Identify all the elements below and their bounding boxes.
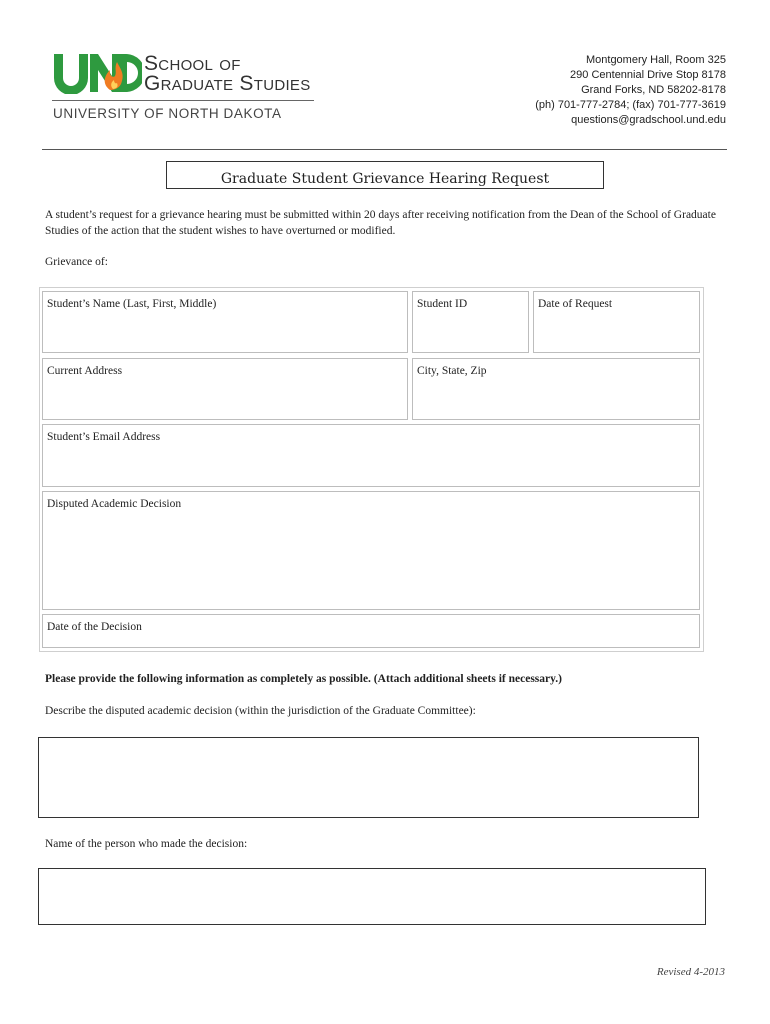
decision-maker-textarea[interactable] (38, 868, 706, 925)
contact-address (535, 53, 726, 128)
describe-decision-label: Describe the disputed academic decision (within the jurisdiction of the Graduate Committee): (45, 705, 476, 717)
field-label: Date of Request (538, 298, 613, 310)
decision-maker-label: Name of the person who made the decision: (45, 838, 248, 850)
address-line: Montgomery Hall, Room 325 (585, 54, 726, 66)
school-name (144, 54, 311, 94)
field-label: Student ID (417, 298, 468, 310)
disputed-decision-field[interactable] (42, 491, 700, 610)
field-label: Student’s Name (Last, First, Middle) (47, 298, 217, 310)
field-label: Student’s Email Address (47, 431, 161, 443)
describe-decision-textarea[interactable] (38, 737, 699, 818)
student-email-field[interactable] (42, 424, 700, 487)
revision-note: Revised 4-2013 (656, 966, 725, 978)
logo-divider (52, 100, 314, 101)
email-link[interactable]: questions@gradschool.und.edu (571, 114, 726, 126)
university-name: UNIVERSITY OF NORTH DAKOTA (53, 106, 282, 121)
school-name-line2: Graduate Studies (144, 72, 311, 95)
city-state-zip-field[interactable] (412, 358, 700, 420)
current-address-field[interactable] (42, 358, 408, 420)
student-name-field[interactable] (42, 291, 408, 353)
school-name-line1: School of (144, 52, 241, 75)
field-label: Disputed Academic Decision (47, 498, 182, 510)
address-line: Grand Forks, ND 58202-8178 (581, 84, 726, 96)
header-divider (42, 149, 727, 150)
field-label: City, State, Zip (417, 365, 487, 377)
student-info-grid (39, 287, 704, 652)
grievance-of-label: Grievance of: (45, 256, 108, 268)
field-label: Current Address (47, 365, 123, 377)
und-logo (52, 50, 317, 125)
date-of-request-field[interactable] (533, 291, 700, 353)
form-title: Graduate Student Grievance Hearing Request (166, 161, 604, 189)
address-line: 290 Centennial Drive Stop 8178 (570, 69, 726, 81)
phone-fax-line: (ph) 701-777-2784; (fax) 701-777-3619 (535, 99, 726, 111)
date-of-decision-field[interactable] (42, 614, 700, 648)
und-flame-logo-icon (52, 52, 142, 94)
field-label: Date of the Decision (47, 621, 142, 633)
intro-paragraph: A student’s request for a grievance hearing must be submitted within 20 days after receiving notification from the Dean of the School of Graduate Studies of the action that the student wishes to have overturned or modified. (45, 209, 716, 237)
student-id-field[interactable] (412, 291, 529, 353)
instructions-text: Please provide the following information as completely as possible. (Attach additional sheets if necessary.) (45, 673, 562, 685)
